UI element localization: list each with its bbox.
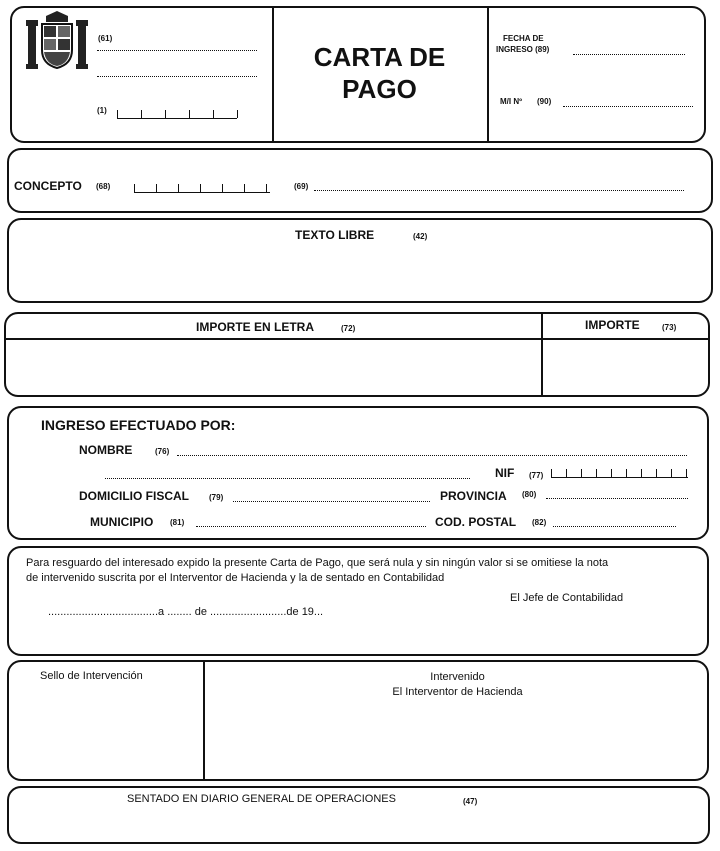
- fecha-ingreso-field[interactable]: [573, 54, 685, 55]
- resguardo-text-line-1: Para resguardo del interesado expido la presente Carta de Pago, que será nula y sin ningún valor si se omitiese la nota: [26, 557, 609, 569]
- nombre-field-line-2[interactable]: [105, 478, 470, 479]
- importe-code: (73): [662, 323, 677, 332]
- field-61-line-1[interactable]: [97, 50, 257, 51]
- resguardo-text-line-2: de intervenido suscrita por el Interventor de Hacienda y la de sentado en Contabilidad: [26, 572, 445, 584]
- texto-libre-label: TEXTO LIBRE: [295, 228, 375, 242]
- concepto-label: CONCEPTO: [14, 179, 82, 193]
- interventor-label: El Interventor de Hacienda: [392, 686, 523, 698]
- intervenido-label: Intervenido: [430, 671, 485, 683]
- ingreso-heading: INGRESO EFECTUADO POR:: [41, 417, 236, 433]
- concepto-code-1: (68): [96, 182, 111, 191]
- fecha-lugar-line[interactable]: ....................................a ........ de .........................de 19...: [48, 606, 324, 618]
- nif-boxes[interactable]: [551, 463, 688, 478]
- importe-divider: [541, 312, 543, 397]
- fecha-label-line-2: INGRESO (89): [496, 45, 550, 54]
- sentado-label: SENTADO EN DIARIO GENERAL DE OPERACIONES: [127, 793, 396, 805]
- domicilio-code: (79): [209, 493, 224, 502]
- coat-of-arms-icon: [26, 10, 88, 70]
- provincia-field[interactable]: [546, 498, 688, 499]
- nombre-label: NOMBRE: [79, 443, 133, 457]
- field-61-line-2[interactable]: [97, 76, 257, 77]
- provincia-code: (80): [522, 490, 537, 499]
- importe-letra-code: (72): [341, 324, 356, 333]
- field-61-code: (61): [98, 34, 113, 43]
- sentado-area[interactable]: [14, 810, 704, 840]
- texto-libre-code: (42): [413, 232, 428, 241]
- postal-code: (82): [532, 518, 547, 527]
- nombre-field[interactable]: [177, 455, 687, 456]
- municipio-field[interactable]: [196, 526, 426, 527]
- fecha-label-line-1: FECHA DE: [503, 34, 544, 43]
- municipio-code: (81): [170, 518, 185, 527]
- sello-area[interactable]: [12, 690, 198, 774]
- field-1-code: (1): [97, 106, 107, 115]
- nif-code: (77): [529, 471, 544, 480]
- nombre-code: (76): [155, 447, 170, 456]
- postal-label: COD. POSTAL: [435, 515, 517, 529]
- page-title-line-1: CARTA DE: [313, 42, 446, 72]
- page-title-line-2: PAGO: [342, 74, 417, 104]
- field-1-boxes[interactable]: [117, 104, 237, 119]
- importe-label: IMPORTE: [585, 318, 640, 332]
- header-divider-2: [487, 6, 489, 143]
- texto-libre-area[interactable]: [14, 250, 704, 296]
- provincia-label: PROVINCIA: [440, 489, 507, 503]
- jefe-contabilidad: El Jefe de Contabilidad: [510, 592, 624, 604]
- sello-intervencion-label: Sello de Intervención: [40, 670, 143, 682]
- mi-code: (90): [537, 97, 552, 106]
- domicilio-field[interactable]: [233, 501, 430, 502]
- nif-label: NIF: [495, 466, 515, 480]
- importe-letra-label: IMPORTE EN LETRA: [196, 320, 315, 334]
- concepto-description-field[interactable]: [314, 190, 684, 191]
- concepto-box: [7, 148, 713, 213]
- domicilio-label: DOMICILIO FISCAL: [79, 489, 189, 503]
- sentado-code: (47): [463, 797, 478, 806]
- importe-field[interactable]: [546, 342, 706, 392]
- importe-header-rule: [4, 338, 710, 340]
- mi-field[interactable]: [563, 106, 693, 107]
- concepto-code-boxes[interactable]: [134, 178, 270, 193]
- importe-letra-field[interactable]: [8, 342, 538, 392]
- concepto-code-2: (69): [294, 182, 309, 191]
- municipio-label: MUNICIPIO: [90, 515, 154, 529]
- mi-label: M/I Nº: [500, 97, 523, 106]
- postal-field[interactable]: [553, 526, 676, 527]
- interventor-signature-area[interactable]: [210, 705, 705, 775]
